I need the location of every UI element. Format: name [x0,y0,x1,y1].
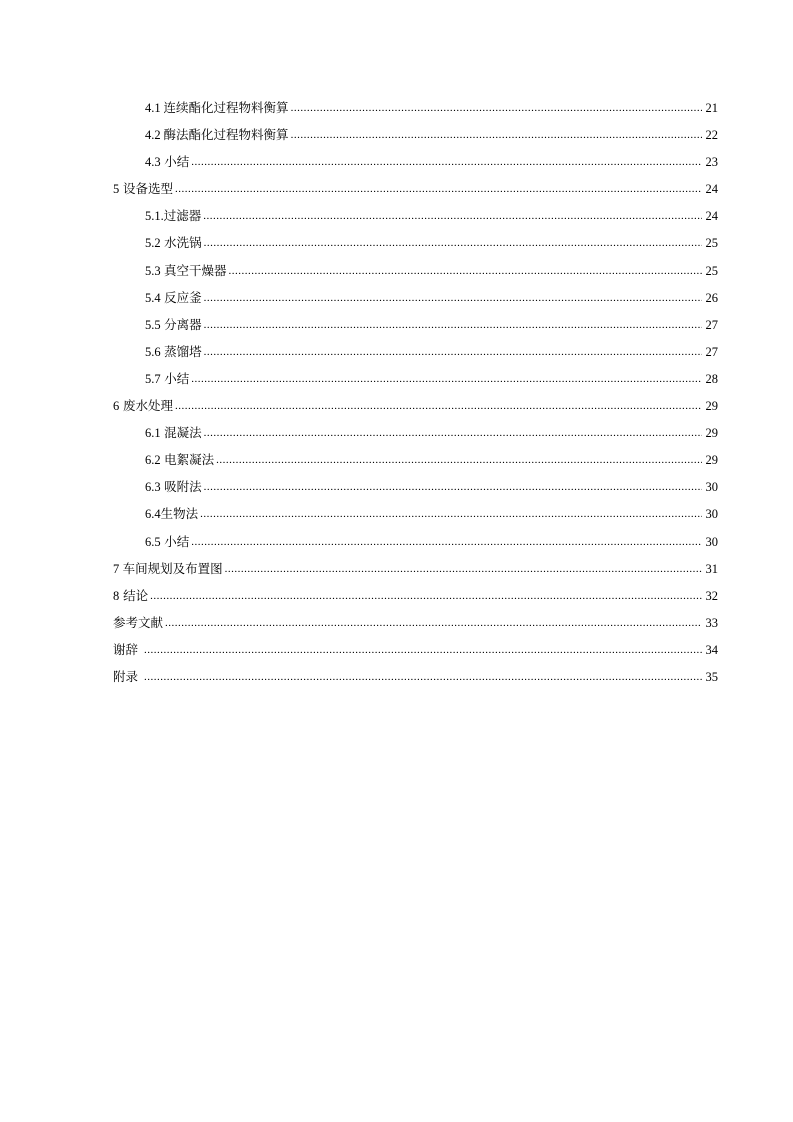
toc-dot-leader [175,178,702,199]
toc-entry-page-number: 30 [705,480,718,495]
toc-entry-number: 7 [113,561,120,576]
toc-entry-page-number: 21 [705,101,718,115]
toc-entry-number: 6.4 [145,507,161,522]
toc-entry-number: 5.1. [145,209,164,224]
toc-entry-number: 5.2 [145,236,161,251]
toc-dot-leader [191,531,702,552]
toc-dot-leader [165,612,702,633]
toc-entry-title: 混凝法 [164,426,202,441]
toc-dot-leader [204,341,702,362]
toc-dot-leader [191,151,702,172]
toc-entry-title: 小结 [164,155,190,170]
toc-dot-leader [204,232,702,253]
toc-entry-page-number: 35 [705,669,718,684]
toc-entry[interactable] [113,559,718,586]
toc-entry-title: 酶法酯化过程物料衡算 [163,128,289,143]
toc-entry-page-number: 29 [705,399,718,414]
toc-entry-title: 参考文献 [113,615,164,630]
toc-entry-number: 6 [113,399,120,414]
toc-entry[interactable] [113,423,718,450]
toc-entry-number: 5.3 [145,263,161,278]
table-of-contents [113,98,718,694]
toc-entry-page-number: 34 [705,642,718,657]
toc-entry-title: 反应釜 [164,290,202,305]
toc-entry-title: 过滤器 [163,209,202,224]
toc-entry[interactable] [113,98,718,125]
toc-dot-leader [291,124,702,145]
toc-dot-leader [216,449,702,470]
toc-entry-page-number: 25 [705,236,718,251]
toc-entry-title: 附录 [113,669,139,684]
toc-entry[interactable] [113,532,718,559]
toc-entry[interactable] [113,288,718,315]
toc-entry[interactable] [113,640,718,667]
toc-entry-title: 废水处理 [122,399,173,414]
toc-entry-number: 5.7 [145,371,161,386]
toc-entry-title: 水洗锅 [164,236,202,251]
toc-entry-page-number: 30 [705,507,718,522]
toc-entry-number: 5.6 [145,344,161,359]
toc-entry-page-number: 29 [705,453,718,468]
toc-dot-leader [144,666,702,687]
toc-dot-leader [204,422,702,443]
toc-entry-number: 5 [113,182,120,197]
toc-entry[interactable] [113,586,718,613]
toc-entry[interactable] [113,261,718,288]
toc-entry-page-number: 22 [705,128,718,143]
toc-entry[interactable] [113,315,718,342]
toc-entry[interactable] [113,152,718,179]
toc-entry-number: 8 [113,588,120,603]
toc-entry-page-number: 24 [705,209,718,224]
toc-entry-title: 谢辞 [113,642,139,657]
toc-dot-leader [203,205,702,226]
toc-entry-title: 分离器 [164,317,202,332]
toc-entry-number: 5.4 [145,290,161,305]
toc-dot-leader [204,476,702,497]
toc-dot-leader [144,639,702,660]
toc-entry[interactable] [113,233,718,260]
toc-entry-page-number: 23 [705,155,718,170]
toc-entry[interactable] [113,179,718,206]
toc-entry[interactable] [113,667,718,694]
toc-entry[interactable] [113,450,718,477]
toc-entry-number: 4.2 [145,128,161,143]
toc-entry[interactable] [113,125,718,152]
toc-entry-page-number: 25 [705,263,718,278]
toc-entry-page-number: 30 [705,534,718,549]
toc-entry-page-number: 32 [705,588,718,603]
toc-entry-title: 吸附法 [164,480,202,495]
toc-entry-number: 4.3 [145,155,161,170]
toc-dot-leader [204,314,702,335]
toc-dot-leader [291,97,702,118]
toc-entry-number: 6.3 [145,480,161,495]
toc-entry-title: 车间规划及布置图 [122,561,223,576]
toc-entry-number: 6.1 [145,426,161,441]
toc-entry[interactable] [113,613,718,640]
toc-entry[interactable] [113,396,718,423]
toc-entry-number: 6.5 [145,534,161,549]
toc-entry-title: 连续酯化过程物料衡算 [163,101,289,115]
toc-entry-title: 真空干燥器 [163,263,227,278]
toc-entry-title: 电絮凝法 [164,453,215,468]
toc-entry-title: 小结 [164,371,190,386]
toc-entry-page-number: 26 [705,290,718,305]
toc-dot-leader [175,395,702,416]
toc-entry-page-number: 27 [705,317,718,332]
toc-entry-number: 5.5 [145,317,161,332]
toc-dot-leader [150,585,702,606]
toc-entry-title: 生物法 [160,507,199,522]
toc-dot-leader [191,368,702,389]
toc-entry-page-number: 33 [705,615,718,630]
toc-entry-number: 4.1 [145,101,161,115]
toc-dot-leader [200,503,702,524]
toc-entry-title: 蒸馏塔 [164,344,202,359]
toc-entry[interactable] [113,206,718,233]
toc-entry-page-number: 24 [705,182,718,197]
toc-entry[interactable] [113,342,718,369]
toc-entry[interactable] [113,504,718,531]
toc-entry-page-number: 28 [705,371,718,386]
toc-entry-page-number: 29 [705,426,718,441]
toc-dot-leader [229,260,703,281]
toc-entry-title: 设备选型 [122,182,173,197]
toc-entry-title: 小结 [164,534,190,549]
toc-dot-leader [204,287,702,308]
toc-entry-page-number: 27 [705,344,718,359]
toc-entry-page-number: 31 [705,561,718,576]
toc-entry[interactable] [113,477,718,504]
toc-entry-title: 结论 [123,588,149,603]
toc-dot-leader [225,558,702,579]
toc-entry[interactable] [113,369,718,396]
toc-entry-number: 6.2 [145,453,161,468]
